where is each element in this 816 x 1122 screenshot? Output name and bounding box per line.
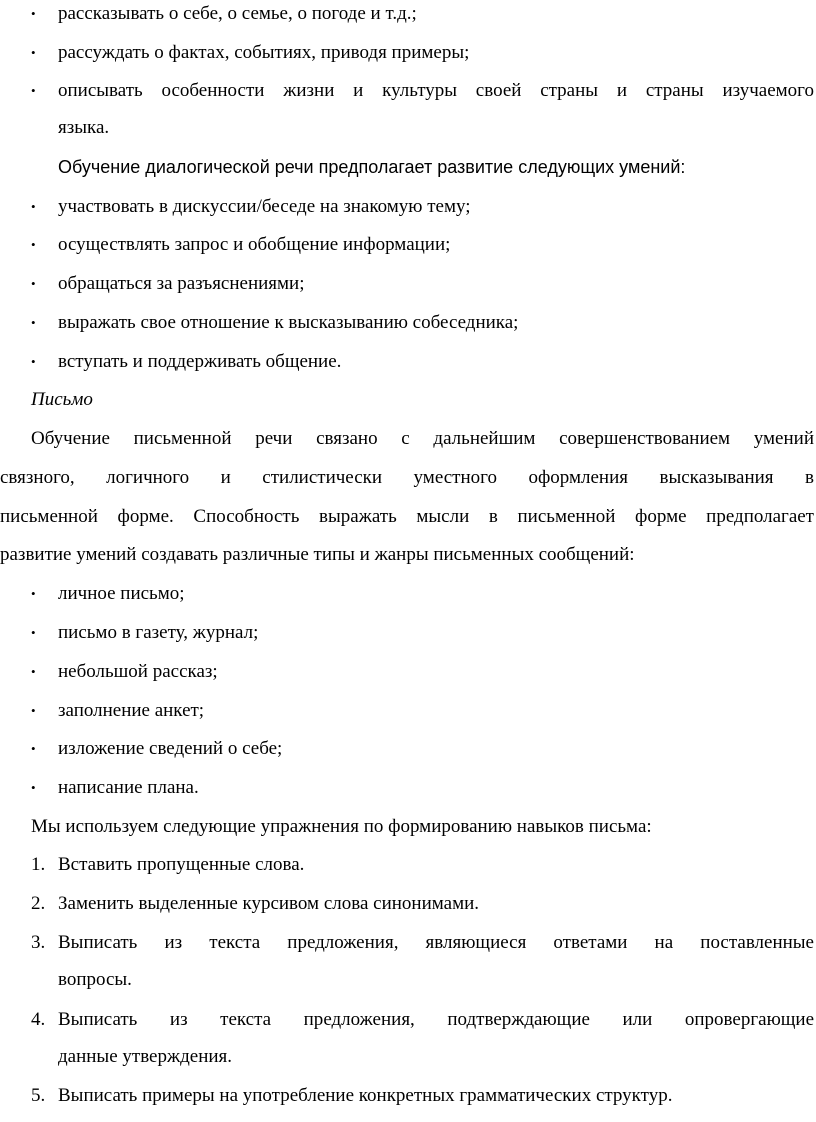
bullet-icon: • [31,586,36,601]
paragraph-line: Обучение письменной речи связано с дальнейшим совершенствованием умений [31,428,814,449]
list-item-text: участвовать в дискуссии/беседе на знакомую тему; [58,196,471,217]
paragraph-line: письменной форме. Способность выражать мысли в письменной форме предполагает [0,506,814,527]
bullet-icon: • [31,199,36,214]
list-item-text: осуществлять запрос и обобщение информации; [58,234,451,255]
bullet-icon: • [31,664,36,679]
bullet-icon: • [31,45,36,60]
list-item-text: выражать свое отношение к высказыванию собеседника; [58,312,519,333]
dialog-intro: Обучение диалогической речи предполагает развитие следующих умений: [58,157,686,177]
item-text: Заменить выделенные курсивом слова синонимами. [58,893,480,914]
item-text: данные утверждения. [58,1046,233,1067]
paragraph-line: связного, логичного и стилистически уместного оформления высказывания в [0,467,814,488]
list-item-text: небольшой рассказ; [58,661,218,682]
list-item-text: рассуждать о фактах, событиях, приводя примеры; [58,42,470,63]
item-text: Выписать примеры на употребление конкретных грамматических структур. [58,1085,673,1106]
section-heading: Письмо [31,389,93,410]
item-number: 5. [31,1085,46,1106]
item-number: 1. [31,854,46,875]
item-text: Выписать из текста предложения, являющиеся ответами на поставленные [58,932,814,953]
list-item-text: описывать особенности жизни и культуры своей страны и страны изучаемого [58,80,814,101]
list-item-text: заполнение анкет; [58,700,205,721]
list-item-text: написание плана. [58,777,199,798]
bullet-icon: • [31,315,36,330]
item-text: Выписать из текста предложения, подтверждающие или опровергающие [58,1009,814,1030]
bullet-icon: • [31,780,36,795]
bullet-icon: • [31,6,36,21]
item-number: 4. [31,1009,46,1030]
list-item-text: обращаться за разъяснениями; [58,273,305,294]
list-item-text: изложение сведений о себе; [58,738,283,759]
list-item-text: личное письмо; [58,583,185,604]
list-item-text: письмо в газету, журнал; [58,622,259,643]
bullet-icon: • [31,354,36,369]
paragraph-line: развитие умений создавать различные типы и жанры письменных сообщений: [0,544,635,565]
item-text: Вставить пропущенные слова. [58,854,305,875]
exercises-intro: Мы используем следующие упражнения по формированию навыков письма: [31,816,652,837]
bullet-icon: • [31,741,36,756]
bullet-icon: • [31,237,36,252]
item-number: 2. [31,893,46,914]
bullet-icon: • [31,625,36,640]
bullet-icon: • [31,83,36,98]
bullet-icon: • [31,703,36,718]
item-text: вопросы. [58,969,132,990]
item-number: 3. [31,932,46,953]
list-item-text: рассказывать о себе, о семье, о погоде и т.д.; [58,3,417,24]
list-item-text: вступать и поддерживать общение. [58,351,342,372]
list-item-text: языка. [58,117,110,138]
bullet-icon: • [31,276,36,291]
